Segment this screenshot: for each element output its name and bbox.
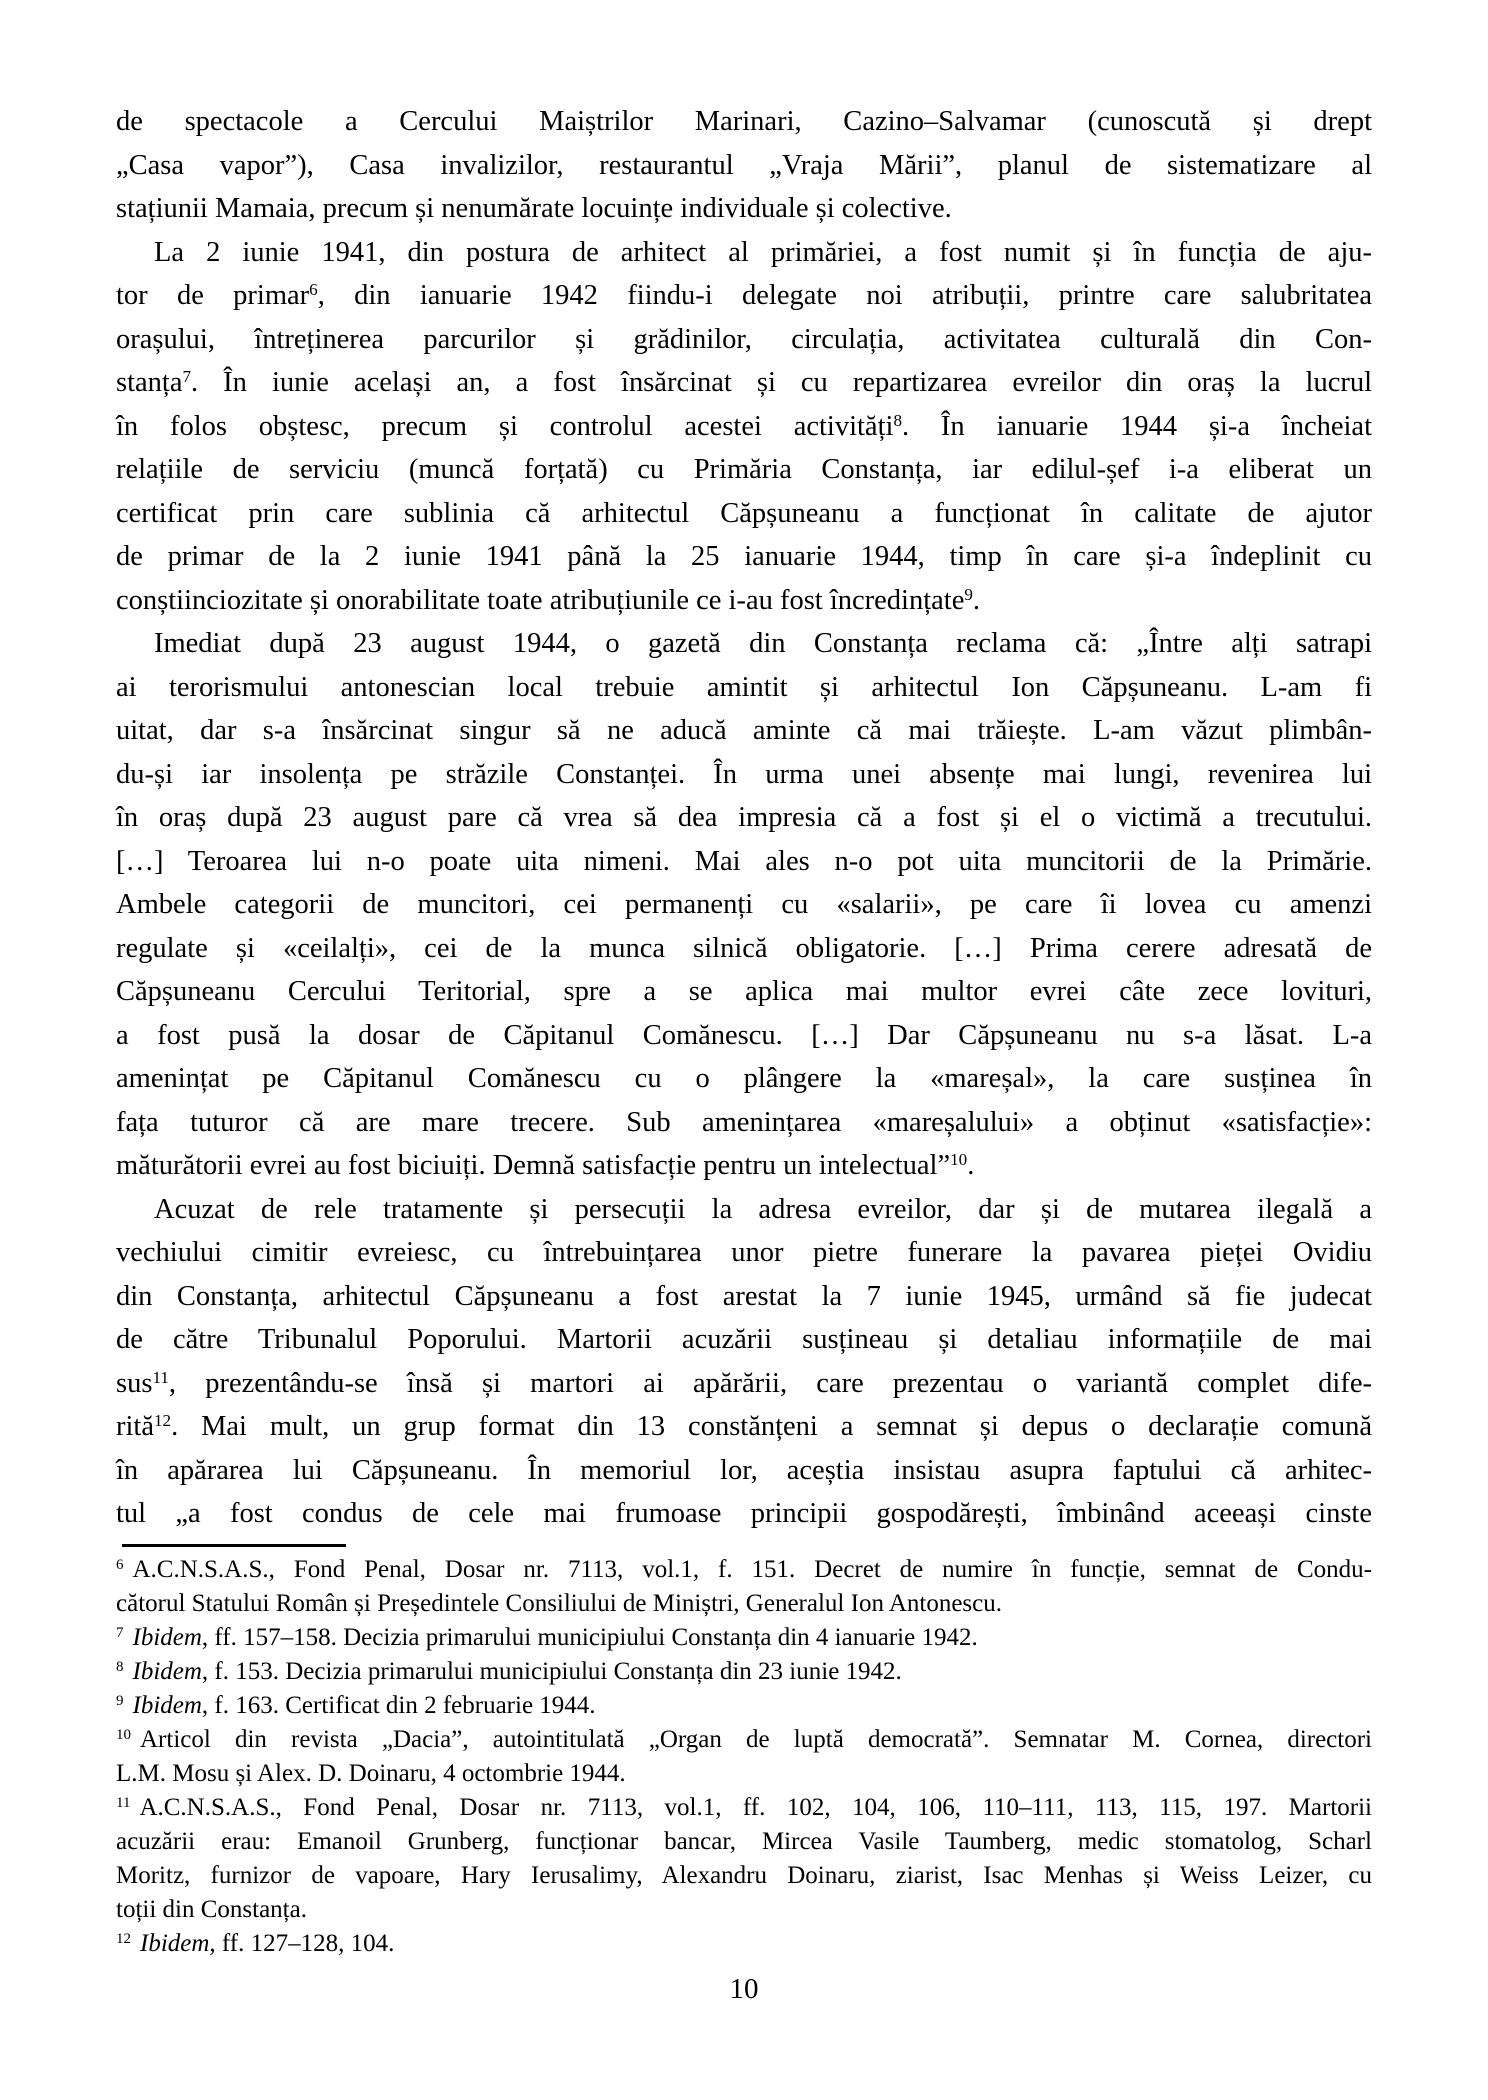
footnote [116,1621,1372,1655]
italic-text: Ibidem [132,1657,202,1685]
footnote-reference: 10 [950,1150,968,1170]
footnote [116,1689,1372,1723]
text-line: în folos obștesc, precum și controlul acestei activități$^8$. În ianuarie 1944 și-a încheiat [116,410,1373,442]
text-line: certificat prin care sublinia că arhitectul Căpșuneanu a funcționat în calitate de ajutor [116,497,1372,529]
text-line: sus$^{11}$, prezentându-se însă și martori ai apărării, care prezentau o variantă complet dife- [116,1367,1372,1399]
page-number: 10 [729,1973,759,2005]
text-line: stațiunii Mamaia, precum și nenumărate locuințe individuale și colective. [116,193,952,224]
text-line: de spectacole a Cercului Maiștrilor Marinari, Cazino–Salvamar (cunoscută și drept [116,106,1372,137]
text-line: Imediat după 23 august 1944, o gazetă din Constanța reclama că: „Între alți satrapi [154,628,1372,659]
text-line: Ambele categorii de muncitori, cei permanenți cu «salarii», pe care îi lovea cu amenzi [116,889,1372,920]
footnote-marker: 6 [116,1557,124,1573]
footnote-reference: 9 [964,584,973,604]
text-line: $^9$ Ibidem, f. 163. Certificat din 2 februarie 1944. [116,1691,596,1719]
text-line: tor de primar$^6$, din ianuarie 1942 fiindu-i delegate noi atribuții, printre care salubritatea [116,280,1372,311]
footnote [116,1927,1372,1961]
text-line: relațiile de serviciu (muncă forțată) cu Primăria Constanța, iar edilul-șef i-a eliberat un [116,454,1372,485]
footnotes-section [116,1553,1372,1961]
paragraph [116,1188,1372,1536]
text-line: du-și iar insolența pe străzile Constanței. În urma unei absențe mai lungi, revenirea lui [116,758,1372,790]
text-line: L.M. Mosu și Alex. D. Doinaru, 4 octombrie 1944. [116,1759,626,1787]
text-line: toții din Constanța. [116,1895,307,1923]
footnote [116,1791,1372,1927]
text-line: „Casa vapor”), Casa invalizilor, restaurantul „Vraja Mării”, planul de sistematizare al [116,149,1372,181]
text-line: Moritz, furnizor de vapoare, Hary Ierusalimy, Alexandru Doinaru, ziarist, Isac Menhas și Weiss Leizer, cu [116,1861,1372,1889]
footnote-marker: 12 [116,1931,131,1947]
page-content [116,100,1372,1961]
text-line: măturătorii evrei au fost biciuiți. Demnă satisfacție pentru un intelectual”$^{10}$. [116,1150,975,1181]
italic-text: Ibidem [132,1623,202,1651]
text-line: acuzării erau: Emanoil Grunberg, funcționar bancar, Mircea Vasile Taumberg, medic stomatolog, Scharl [116,1827,1372,1855]
text-line: ai terorismului antonescian local trebuie amintit și arhitectul Ion Căpșuneanu. L-am fi [116,671,1372,703]
footnote-marker: 7 [116,1625,124,1641]
text-line: stanța$^7$. În iunie același an, a fost însărcinat și cu repartizarea evreilor din oraș la lucrul [116,367,1372,398]
footnote-marker: 10 [116,1727,131,1743]
paragraph [116,100,1372,231]
text-line: vechiului cimitir evreiesc, cu întrebuințarea unor pietre funerare la pavarea pieței Ovidiu [116,1237,1372,1268]
footnote-reference: 8 [893,410,902,430]
footnote-reference: 7 [182,367,192,387]
paragraph [116,622,1372,1188]
text-line: La 2 iunie 1941, din postura de arhitect al primăriei, a fost numit și în funcția de aju- [154,236,1372,268]
text-line: cătorul Statului Român și Președintele Consiliului de Miniștri, Generalul Ion Antonescu. [116,1589,1002,1617]
footnote-reference: 6 [309,280,318,300]
footnote [116,1723,1372,1791]
footnote-separator [122,1544,346,1547]
text-line: tul „a fost condus de cele mai frumoase principii gospodărești, îmbinând aceeași cinste [116,1498,1372,1529]
text-line: conștiinciozitate și onorabilitate toate atribuțiunile ce i-au fost încredințate$^9$. [116,584,981,616]
text-line: $^6$ A.C.N.S.A.S., Fond Penal, Dosar nr. 7113, vol.1, f. 151. Decret de numire în funcție, semnat de Condu- [116,1555,1372,1583]
text-line: rită$^{12}$. Mai mult, un grup format din 13 constănțeni a semnat și depus o declarație comună [116,1411,1372,1442]
footnote-reference: 11 [152,1367,169,1387]
footnote [116,1655,1372,1689]
footnote-marker: 8 [116,1659,124,1675]
text-line: fața tuturor că are mare trecere. Sub amenințarea «mareșalului» a obținut «satisfacție»: [116,1106,1372,1138]
text-line: $^8$ Ibidem, f. 153. Decizia primarului municipiului Constanța din 23 iunie 1942. [116,1657,902,1685]
text-line: a fost pusă la dosar de Căpitanul Comănescu. […] Dar Căpșuneanu nu s-a lăsat. L-a [116,1019,1372,1051]
text-line: […] Teroarea lui n-o poate uita nimeni. Mai ales n-o pot uita muncitorii de la Primărie. [116,845,1372,877]
text-line: $^{11}$ A.C.N.S.A.S., Fond Penal, Dosar nr. 7113, vol.1, ff. 102, 104, 106, 110–111, 113, 115, 197. Martorii [116,1793,1372,1821]
text-line: uitat, dar s-a însărcinat singur să ne aducă aminte că mai trăiește. L-am văzut plimbân- [116,715,1372,746]
footnote-marker: 11 [116,1795,131,1811]
text-line: amenințat pe Căpitanul Comănescu cu o plângere la «mareșal», la care susținea în [116,1063,1372,1094]
text-line: Acuzat de rele tratamente și persecuții la adresa evreilor, dar și de mutarea ilegală a [154,1193,1372,1225]
footnote-marker: 9 [116,1693,124,1709]
text-line: în apărarea lui Căpșuneanu. În memoriul lor, aceștia insistau asupra faptului că arhitec- [116,1454,1372,1486]
text-line: $^{10}$ Articol din revista „Dacia”, autointitulată „Organ de luptă democrată”. Semnatar M. Cornea, directori [116,1725,1372,1753]
text-line: de primar de la 2 iunie 1941 până la 25 ianuarie 1944, timp în care și-a îndeplinit cu [116,541,1372,572]
text-line: în oraș după 23 august pare că vrea să dea impresia că a fost și el o victimă a trecutului. [116,802,1372,833]
footnote-reference: 12 [153,1411,172,1431]
italic-text: Ibidem [140,1929,210,1957]
text-line: $^{12}$ Ibidem, ff. 127–128, 104. [116,1929,395,1957]
text-line: $^7$ Ibidem, ff. 157–158. Decizia primarului municipiului Constanța din 4 ianuarie 1942. [116,1623,978,1651]
text-line: regulate și «ceilalți», cei de la munca silnică obligatorie. […] Prima cerere adresată de [116,932,1372,964]
text-line: orașului, întreținerea parcurilor și grădinilor, circulația, activitatea culturală din Con- [116,323,1372,355]
italic-text: Ibidem [132,1691,202,1719]
text-line: de către Tribunalul Poporului. Martorii acuzării susțineau și detaliau informațiile de mai [116,1324,1372,1355]
paragraph [116,231,1372,623]
text-line: Căpșuneanu Cercului Teritorial, spre a se aplica mai multor evrei câte zece lovituri, [116,976,1372,1007]
body-text [116,100,1372,1536]
footnote [116,1553,1372,1621]
text-line: din Constanța, arhitectul Căpșuneanu a fost arestat la 7 iunie 1945, urmând să fie judecat [116,1280,1372,1312]
